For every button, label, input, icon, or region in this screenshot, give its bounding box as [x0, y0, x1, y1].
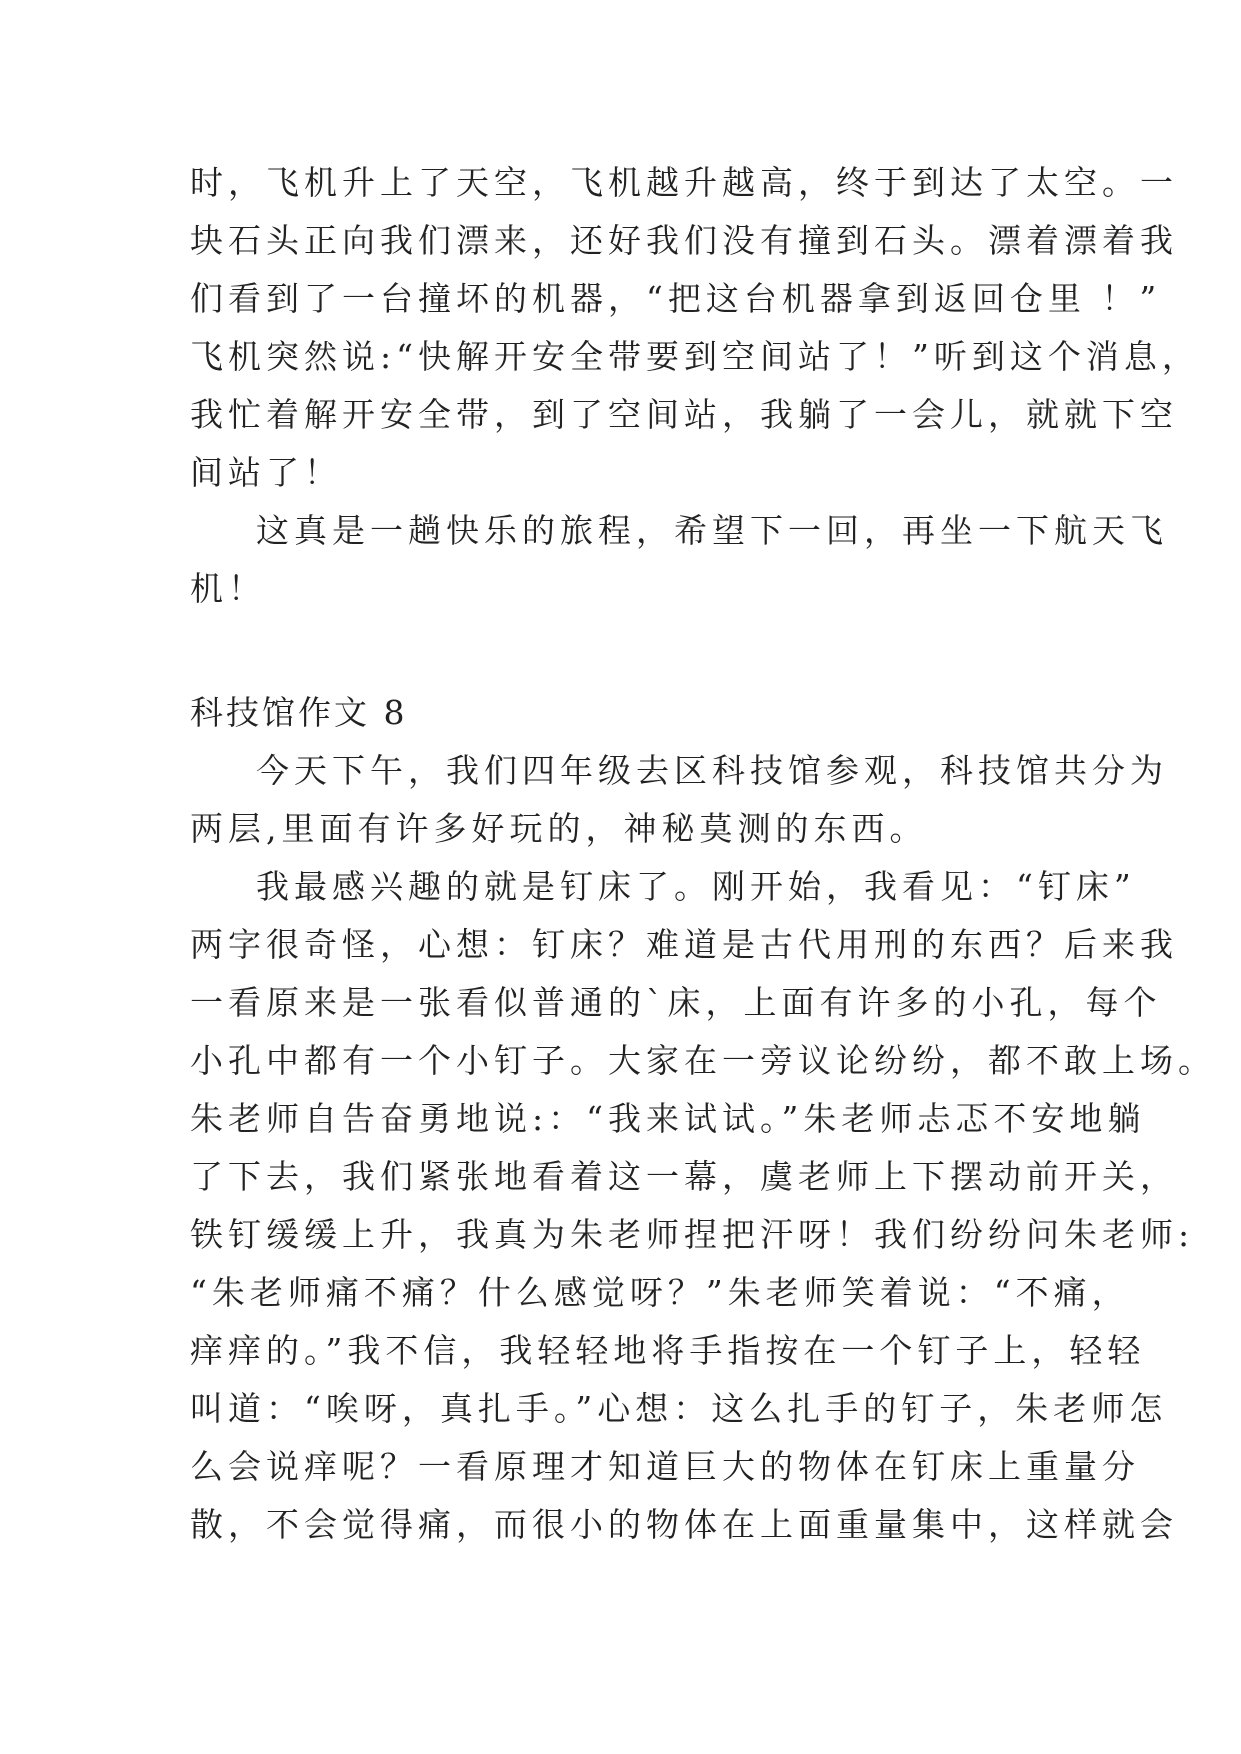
text-line: 们看到了一台撞坏的机器，“把这台机器拿到返回仓里 ！”	[190, 279, 1162, 318]
text-line: 了下去，我们紧张地看着这一幕，虞老师上下摆动前开关，	[190, 1157, 1178, 1196]
text-line: 散，不会觉得痛，而很小的物体在上面重量集中，这样就会	[190, 1505, 1178, 1544]
text-line: 飞机突然说:“快解开安全带要到空间站了！”听到这个消息，	[190, 337, 1200, 376]
text-line: “朱老师痛不痛？什么感觉呀？”朱老师笑着说：“不痛，	[190, 1273, 1130, 1312]
text-line: 叫道：“唉呀，真扎手。”心想：这么扎手的钉子，朱老师怎	[190, 1389, 1168, 1428]
text-line: 时，飞机升上了天空，飞机越升越高，终于到达了太空。一	[190, 163, 1178, 202]
essay-paragraph-2	[190, 858, 1216, 1554]
text-line: 朱老师自告奋勇地说:：“我来试试。”朱老师忐忑不安地躺	[190, 1099, 1146, 1138]
text-line: 块石头正向我们漂来，还好我们没有撞到石头。漂着漂着我	[190, 221, 1178, 260]
essay-title: 科技馆作文 8	[190, 693, 408, 732]
continuation-paragraph	[190, 154, 1200, 502]
text-line: 一看原来是一张看似普通的`床，上面有许多的小孔，每个	[190, 983, 1162, 1022]
text-line: 痒痒的。”我不信，我轻轻地将手指按在一个钉子上，轻轻	[190, 1331, 1146, 1370]
text-line: 这真是一趟快乐的旅程，希望下一回，再坐一下航天飞	[256, 511, 1168, 550]
closing-paragraph	[190, 502, 1168, 618]
text-line: 间站了！	[190, 453, 342, 492]
text-line: 铁钉缓缓上升，我真为朱老师捏把汗呀！我们纷纷问朱老师:	[190, 1215, 1195, 1254]
text-line: 两层,里面有许多好玩的，神秘莫测的东西。	[190, 809, 928, 848]
text-line: 么会说痒呢？一看原理才知道巨大的物体在钉床上重量分	[190, 1447, 1140, 1486]
text-line: 我最感兴趣的就是钉床了。刚开始，我看见：“钉床”	[256, 867, 1136, 906]
text-line: 两字很奇怪，心想：钉床？难道是古代用刑的东西？后来我	[190, 925, 1178, 964]
text-line: 机！	[190, 569, 266, 608]
text-line: 小孔中都有一个小钉子。大家在一旁议论纷纷，都不敢上场。	[190, 1041, 1216, 1080]
text-line: 今天下午，我们四年级去区科技馆参观，科技馆共分为	[256, 751, 1168, 790]
essay-paragraph-1	[190, 742, 1168, 858]
text-line: 我忙着解开安全带，到了空间站，我躺了一会儿，就就下空	[190, 395, 1178, 434]
